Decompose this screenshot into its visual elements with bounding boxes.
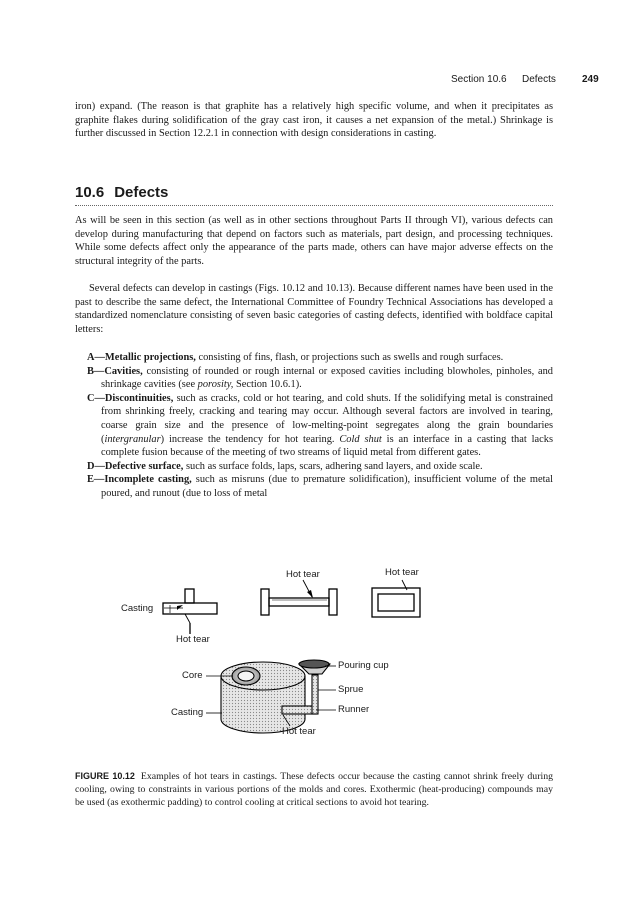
running-head-section: Section 10.6 <box>451 74 507 85</box>
figure-caption-text: Examples of hot tears in castings. These defects occur because the casting cannot shrink freely during cooling, owing to constraints in various portions of the molds and cores. Exothermic (heat-producing) compounds may be used (as exothermic padding) to control cooling at critical sections to avoid hot tearing. <box>75 771 553 808</box>
figure-label: Pouring cup <box>338 660 389 671</box>
category-text: consisting of fins, flash, or projections such as swells and rough surfaces. <box>195 352 504 363</box>
page-number: 249 <box>582 74 599 85</box>
category-text: is an interface in a casting that lacks complete fusion because of the meeting of two streams of liquid metal from different gates. <box>101 433 553 459</box>
figure-label: Sprue <box>338 684 364 695</box>
figure-label: Hot tear <box>282 726 316 737</box>
figure-caption <box>75 770 553 809</box>
gated-casting-drawing <box>221 660 330 733</box>
category-text: ) increase the tendency for hot tearing. <box>160 433 340 445</box>
category-text: Section 10.6.1). <box>233 379 302 391</box>
category-text: such as surface folds, laps, scars, adhering sand layers, and oxide scale. <box>183 460 483 472</box>
category-italic: intergranular <box>104 433 161 445</box>
figure-label: Core <box>182 670 203 681</box>
box-casting-drawing <box>372 580 420 617</box>
section-number: 10.6 <box>75 184 105 201</box>
i-beam-casting-drawing <box>261 580 337 615</box>
intro-paragraph: iron) expand. (The reason is that graphite has a relatively high specific volume, and when it precipitates as graphite flakes during solidification of the gray cast iron, it causes a net expansion of the metal.) Shrinkage is further discussed in Section 12.2.1 in connection with design considerations in casting. <box>75 101 553 140</box>
section-title: Defects <box>114 184 169 201</box>
figure-label: Runner <box>338 704 370 715</box>
category-term: D—Defective surface, <box>87 460 184 472</box>
category-term: E—Incomplete casting, <box>87 474 192 486</box>
category-term: C—Discontinuities, <box>87 392 174 404</box>
category-italic: porosity, <box>197 379 234 391</box>
category-text: such as cracks, cold or hot tearing, and cold shuts. If the solidifying metal is constrained from shrinking freely, cracking and tearing may occur. Although several factors are involved in tearing, coarse grain size and the presence of low-melting-point segregates along the grain boundaries ( <box>101 392 553 445</box>
figure-label: Hot tear <box>385 567 419 578</box>
body-paragraph: As will be seen in this section (as well as in other sections throughout Parts II through VI), various defects can develop during manufacturing that depend on factors such as materials, part design, and processing techniques. While some defects affect only the appearance of the parts made, others can have major adverse effects on the structural integrity of the parts. <box>75 215 553 267</box>
figure-label: Casting <box>121 603 154 614</box>
figure-label: Hot tear <box>176 634 210 645</box>
figure-label: Casting <box>171 707 204 718</box>
category-term: B—Cavities, <box>87 365 143 377</box>
category-italic: Cold shut <box>339 433 382 445</box>
t-casting-drawing <box>163 589 217 634</box>
category-text: such as misruns (due to premature solidification), insufficient volume of the metal poured, and runout (due to loss of metal <box>101 474 554 499</box>
category-text: consisting of rounded or rough internal or exposed cavities including blowholes, pinholes, and shrinkage cavities (see <box>101 365 553 391</box>
figure-caption-label: FIGURE 10.12 <box>75 771 135 781</box>
category-term: A—Metallic projections, <box>87 352 196 363</box>
body-paragraph: Several defects can develop in castings (Figs. 10.12 and 10.13). Because different names have been used in the past to describe the same defect, the International Committee of Foundry Technical Associations has developed a standardized nomenclature consisting of seven basic categories of casting defects, identified with boldface capital letters: <box>75 283 553 335</box>
figure-label: Hot tear <box>286 569 320 580</box>
running-head-topic: Defects <box>522 74 556 85</box>
